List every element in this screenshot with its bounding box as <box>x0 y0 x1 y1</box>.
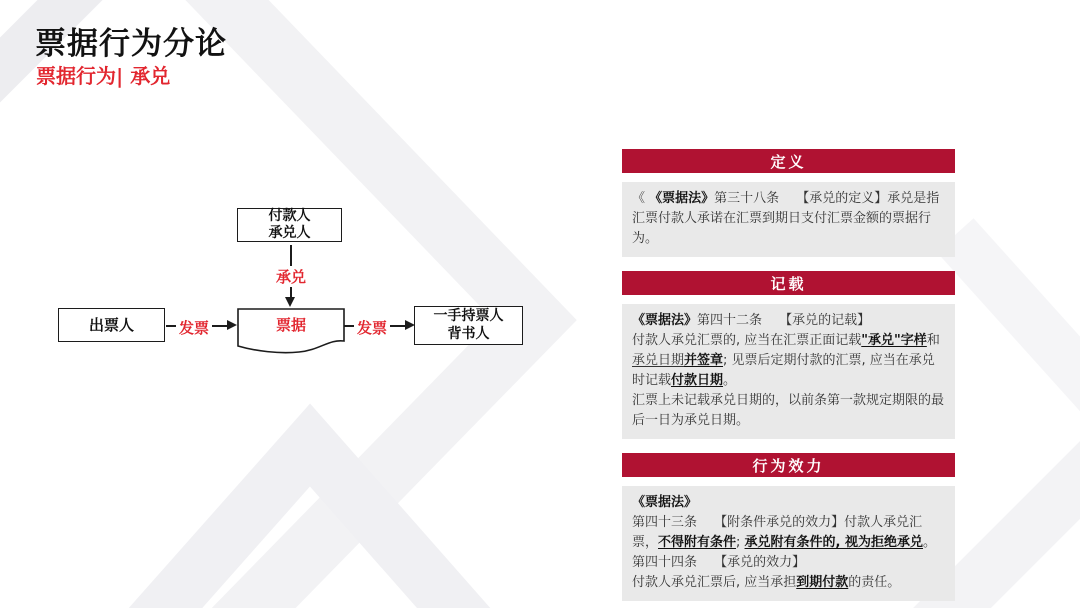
effect-paragraph-3: 第四十四条 【承兑的效力】 <box>632 555 806 570</box>
section-header-record: 记载 <box>622 271 955 295</box>
issue-label-1: 发票 <box>176 317 212 338</box>
holder-endorser-line1: 一手持票人 <box>433 308 504 324</box>
payer-acceptor-line2: 承兑人 <box>268 225 311 241</box>
effect-paragraph-2: 第四十三条 【附条件承兑的效力】付款人承兑汇票，不得附有条件; 承兑附有条件的, 视为拒绝承兑。 <box>632 515 937 550</box>
bill-box-label: 票据 <box>275 316 306 334</box>
page-subtitle: 票据行为| 承兑 <box>36 64 171 88</box>
issue-arrowhead-1 <box>227 320 237 330</box>
accept-arrowhead <box>285 297 295 307</box>
section-body-definition <box>622 182 955 257</box>
effect-paragraph-4: 付款人承兑汇票后, 应当承担到期付款的责任。 <box>632 575 901 590</box>
accept-label: 承兑 <box>265 266 317 287</box>
holder-endorser-line2: 背书人 <box>447 325 490 342</box>
payer-acceptor-box <box>237 208 342 242</box>
holder-endorser-box <box>414 306 523 345</box>
record-paragraph-1: 《票据法》第四十二条 【承兑的记载】 <box>632 313 871 328</box>
section-header-effect: 行为效力 <box>622 453 955 477</box>
section-body-effect <box>622 486 955 601</box>
record-paragraph-3: 汇票上未记载承兑日期的，以前条第一款规定期限的最后一日为承兑日期。 <box>632 393 945 428</box>
record-paragraph-2: 付款人承兑汇票的, 应当在汇票正面记载"承兑"字样和承兑日期并签章; 见票后定期付款的汇票, 应当在承兑时记载付款日期。 <box>632 333 940 388</box>
definition-paragraph: 《 《票据法》第三十八条 【承兑的定义】承兑是指汇票付款人承诺在汇票到期日支付汇票金额的票据行为。 <box>632 191 940 246</box>
drawer-box: 出票人 <box>58 308 165 342</box>
section-body-record <box>622 304 955 439</box>
payer-acceptor-line1: 付款人 <box>268 207 311 224</box>
issue-label-2: 发票 <box>354 317 390 338</box>
section-header-definition: 定义 <box>622 149 955 173</box>
page-title: 票据行为分论 <box>35 26 227 62</box>
effect-paragraph-1: 《票据法》 <box>632 495 698 510</box>
law-panel <box>622 149 955 601</box>
